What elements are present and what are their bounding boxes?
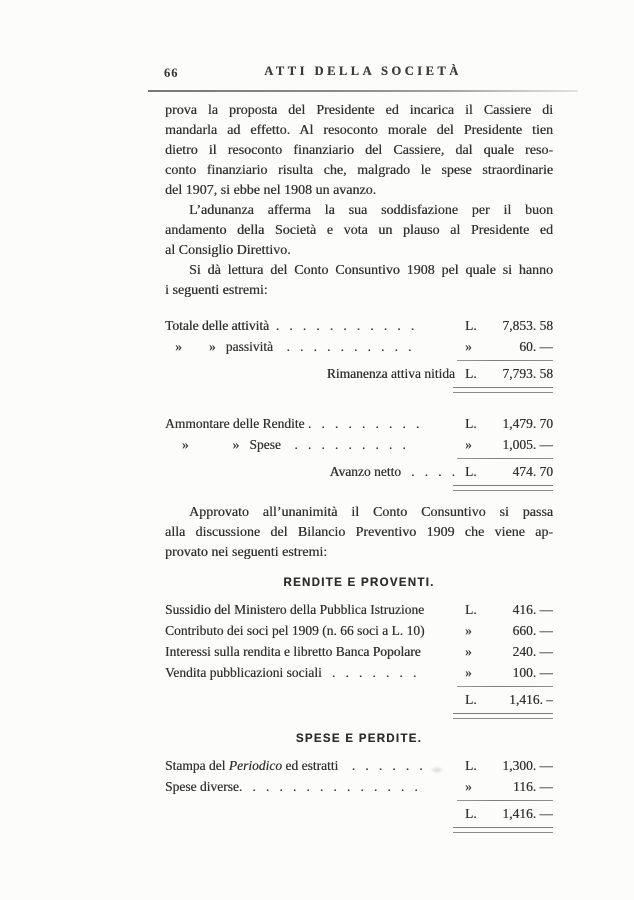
ledger-amount: 1,416. –: [509, 692, 553, 707]
header-rule: [148, 90, 578, 92]
ledger-label: Rimanenza attiva nitida: [326, 366, 455, 381]
ledger-amount: 100. —: [512, 665, 553, 680]
ledger-amount: 116. —: [513, 779, 553, 794]
scan-smudge: [430, 766, 444, 774]
ledger-attivita: [165, 315, 553, 393]
ledger-total-row: [165, 689, 553, 710]
double-rule: [453, 827, 553, 833]
text-line: L’adunanza afferma la sua soddisfazione per il buon: [189, 203, 553, 218]
ledger-rendite-spese: [165, 413, 553, 491]
page-body: [165, 101, 553, 837]
section-heading-spese: SPESE E PERDITE.: [295, 733, 423, 745]
ledger-label: » » passività . . . . . . . . . .: [165, 339, 412, 354]
currency-unit: L.: [465, 758, 477, 773]
ledger-row: [165, 315, 553, 336]
paragraph-3: [165, 261, 553, 301]
ledger-amount: 474. 70: [512, 464, 553, 479]
ledger-amount: 240. —: [512, 644, 553, 659]
ledger-label: [165, 755, 423, 776]
ledger-amount: 1,005. —: [502, 437, 553, 452]
text-line: alla discussione del Bilancio Preventivo 1909 che viene ap-: [165, 525, 553, 540]
page-header: [148, 64, 578, 86]
currency-unit: L.: [465, 366, 477, 381]
ledger-label: Avanzo netto . . . .: [329, 464, 455, 479]
sum-rule: [457, 360, 553, 361]
ledger-amount: 7,853. 58: [502, 318, 553, 333]
currency-unit: L.: [465, 602, 477, 617]
text-line: al Consiglio Direttivo.: [165, 243, 291, 258]
ledger-total-row: [165, 461, 553, 482]
currency-unit: L.: [465, 806, 477, 821]
ledger-row: [165, 641, 553, 662]
section-heading-rendite: RENDITE E PROVENTI.: [283, 577, 435, 589]
text-line: del 1907, si ebbe nel 1908 un avanzo.: [165, 183, 377, 198]
currency-unit: L.: [465, 692, 477, 707]
double-rule: [453, 387, 553, 393]
paragraph-4: [165, 503, 553, 563]
label-part: ed estratti . . . . . .: [282, 758, 423, 773]
ledger-label: Sussidio del Ministero della Pubblica Istruzione: [165, 602, 425, 617]
ledger-row: [165, 755, 553, 776]
ledger-preventivo-spese: [165, 755, 553, 833]
ledger-row: [165, 434, 553, 455]
ledger-row: [165, 336, 553, 357]
currency-unit: »: [465, 623, 472, 638]
paragraph-2: [165, 201, 553, 261]
ledger-preventivo-rendite: [165, 599, 553, 719]
periodico-italic: Periodico: [228, 758, 282, 773]
ledger-label: » » Spese . . . . . . . . .: [165, 437, 406, 452]
ledger-row: [165, 776, 553, 797]
currency-unit: »: [465, 665, 472, 680]
ledger-amount: 660. —: [512, 623, 553, 638]
ledger-label: Ammontare delle Rendite . . . . . . . . .: [165, 416, 420, 431]
currency-unit: L.: [465, 318, 477, 333]
double-rule: [453, 485, 553, 491]
currency-unit: »: [465, 339, 472, 354]
ledger-row: [165, 413, 553, 434]
paragraph-1: [165, 101, 553, 201]
text-line: Si dà lettura del Conto Consuntivo 1908 pel quale si hanno: [189, 263, 553, 278]
text-line: i seguenti estremi:: [165, 283, 268, 298]
ledger-label: Spese diverse. . . . . . . . . . . . . .: [165, 779, 418, 794]
ledger-row: [165, 620, 553, 641]
text-line: dietro il resoconto finanziario del Cassiere, dal quale reso-: [165, 143, 553, 158]
ledger-amount: 1,416. —: [502, 806, 553, 821]
ledger-amount: 1,300. —: [502, 758, 553, 773]
text-line: Approvato all’unanimità il Conto Consuntivo si passa: [189, 505, 553, 520]
ledger-label: Interessi sulla rendita e libretto Banca Popolare: [165, 644, 421, 659]
ledger-label: Vendita pubblicazioni sociali . . . . . . .: [165, 665, 417, 680]
ledger-total-row: [165, 803, 553, 824]
ledger-row: [165, 599, 553, 620]
text-line: conto finanziario risulta che, malgrado le spese straordinarie: [165, 163, 553, 178]
label-part: Stampa del: [165, 758, 229, 773]
currency-unit: »: [465, 644, 472, 659]
ledger-label: Totale delle attività . . . . . . . . . . .: [165, 318, 415, 333]
currency-unit: L.: [465, 416, 477, 431]
ledger-amount: 60. —: [519, 339, 553, 354]
ledger-label: Contributo dei soci pel 1909 (n. 66 soci a L. 10): [165, 623, 425, 638]
ledger-amount: 1,479. 70: [502, 416, 553, 431]
text-line: andamento della Società e vota un plauso al Presidente ed: [165, 223, 553, 238]
ledger-amount: 7,793. 58: [502, 366, 553, 381]
text-line: provato nei seguenti estremi:: [165, 545, 328, 560]
text-line: prova la proposta del Presidente ed incarica il Cassiere di: [165, 103, 553, 118]
page-number: 66: [164, 66, 179, 80]
currency-unit: »: [465, 779, 472, 794]
sum-rule: [457, 686, 553, 687]
double-rule: [453, 713, 553, 719]
text-line: mandarla ad effetto. Al resoconto morale del Presidente tien: [165, 123, 553, 138]
ledger-total-row: [165, 363, 553, 384]
currency-unit: L.: [465, 464, 477, 479]
currency-unit: »: [465, 437, 472, 452]
ledger-row: [165, 662, 553, 683]
sum-rule: [457, 800, 553, 801]
sum-rule: [457, 458, 553, 459]
ledger-amount: 416. —: [512, 602, 553, 617]
running-title: ATTI DELLA SOCIETÀ: [264, 64, 462, 78]
